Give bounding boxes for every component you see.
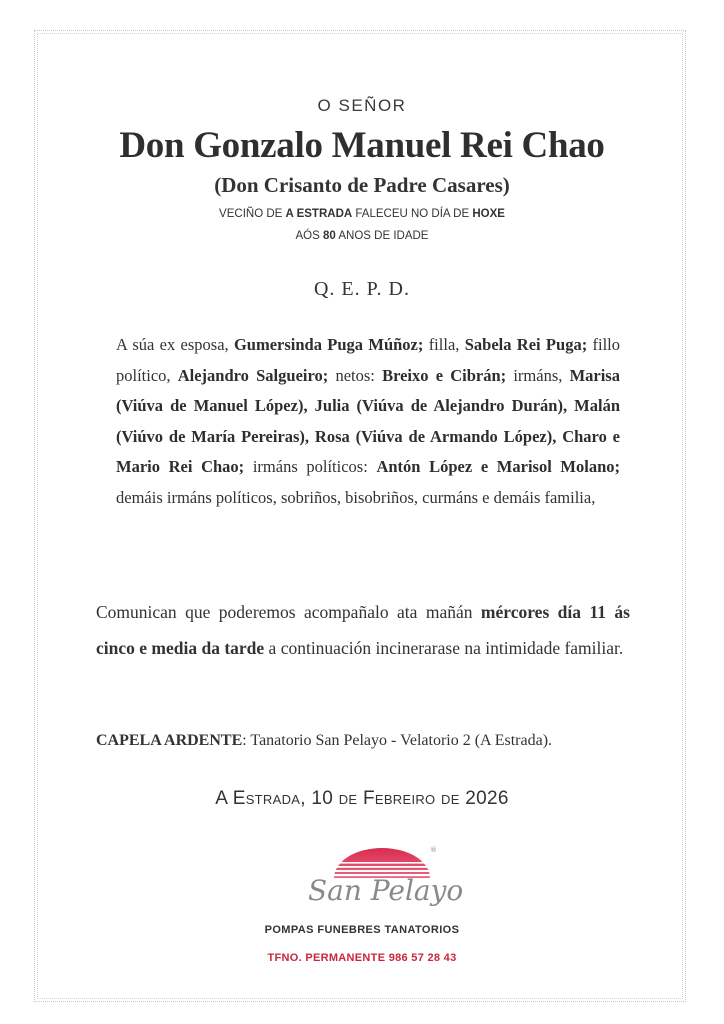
- phone-line: [0, 952, 724, 964]
- capela-ardente-line: [96, 732, 656, 750]
- capela-label: CAPELA ARDENTE: [96, 732, 243, 749]
- phone-number: 986 57 28 43: [388, 952, 457, 964]
- logo-wordmark: San Pelayo: [308, 874, 464, 907]
- age-value: 80: [323, 230, 336, 242]
- family-names: Marisa (Viúva de Manuel López), Julia (Viúva de Alejandro Durán), Malán (Viúvo de María Pereiras), Rosa (Viúva de Armando López), Charo e Mario Rei Chao;: [116, 365, 620, 476]
- family-names: Sabela Rei Puga;: [464, 335, 588, 354]
- residence-mid: FALECEU NO DÍA DE: [352, 208, 473, 220]
- registered-mark: ®: [430, 846, 437, 854]
- family-text: irmáns,: [506, 365, 570, 385]
- capela-text: : Tanatorio San Pelayo - Velatorio 2 (A Estrada).: [242, 732, 553, 749]
- deceased-alias: (Don Crisanto de Padre Casares): [214, 173, 510, 197]
- residence-pre: VECIÑO DE: [219, 208, 286, 220]
- phone-label: TFNO. PERMANENTE: [267, 952, 389, 964]
- o-senor-label: O SEÑOR: [317, 96, 407, 115]
- family-text: filla,: [423, 335, 465, 354]
- company-tagline: POMPAS FUNEBRES TANATORIOS: [264, 924, 460, 936]
- family-names: Gumersinda Puga Múñoz;: [233, 335, 424, 354]
- announcement-post: a continuación incinerarase na intimidade familiar.: [264, 638, 624, 658]
- family-names: Breixo e Cibrán;: [382, 365, 507, 385]
- age-pre: AÓS: [295, 230, 323, 242]
- san-pelayo-logo: [300, 838, 464, 918]
- age-post: ANOS DE IDADE: [335, 230, 429, 242]
- deceased-name: Don Gonzalo Manuel Rei Chao: [119, 125, 605, 166]
- family-text: A súa ex esposa,: [116, 335, 234, 354]
- family-paragraph: [116, 330, 620, 513]
- announcement-time: mércores día 11 ás cinco e media da tarde: [96, 602, 630, 658]
- family-text: fillo político,: [116, 335, 621, 385]
- family-text: netos:: [328, 365, 383, 385]
- residence-line: [0, 208, 724, 220]
- family-text: irmáns políticos:: [244, 457, 377, 476]
- place-date: A Estrada, 10 de Febreiro de 2026: [215, 788, 509, 809]
- announcement-pre: Comunican que poderemos acompañalo ata mañán: [96, 602, 481, 622]
- family-text: demáis irmáns políticos, sobriños, bisobriños, curmáns e demáis familia,: [116, 487, 596, 507]
- announcement-paragraph: [96, 594, 630, 666]
- family-names: Antón López e Marisol Molano;: [376, 457, 621, 476]
- qepd: Q. E. P. D.: [313, 278, 410, 300]
- residence-place: A ESTRADA: [285, 208, 353, 220]
- death-when: HOXE: [472, 208, 505, 220]
- age-line: [0, 230, 724, 242]
- family-names: Alejandro Salgueiro;: [177, 365, 329, 385]
